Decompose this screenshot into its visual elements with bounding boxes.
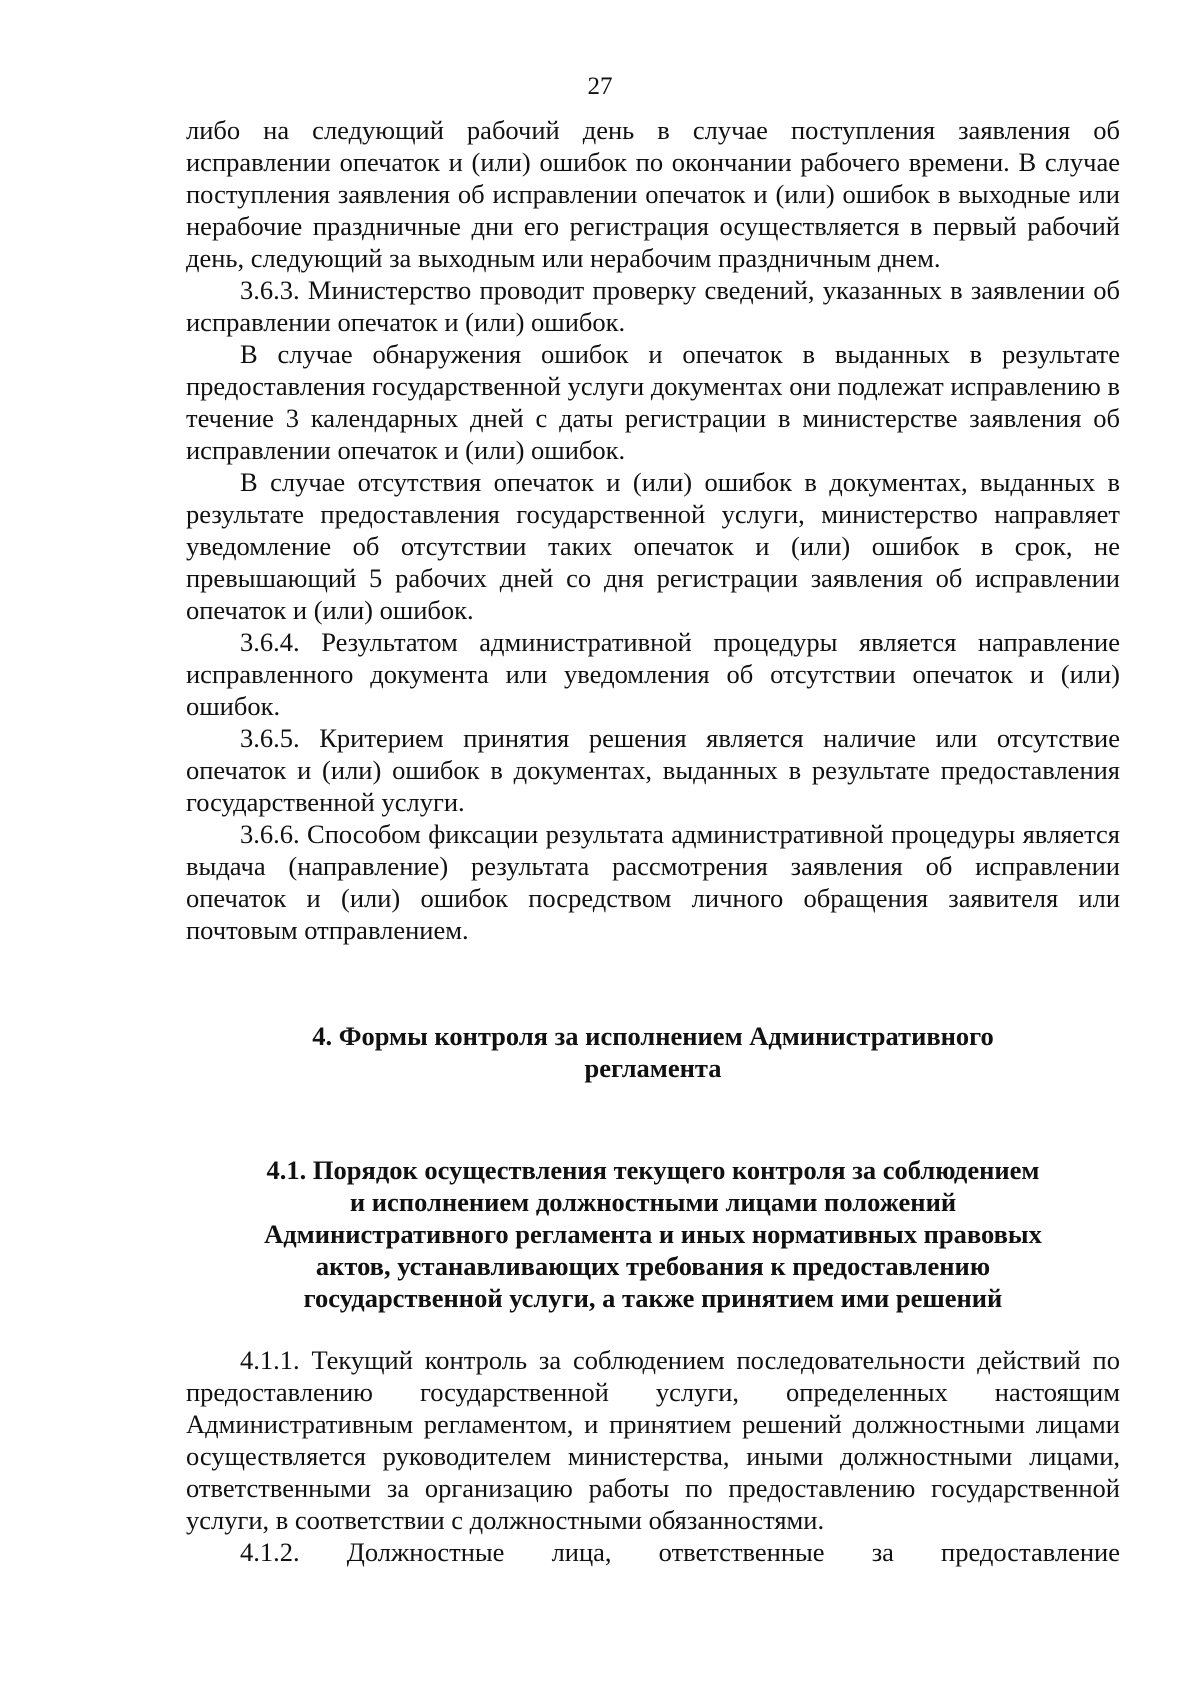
section-heading xyxy=(186,1020,1120,1084)
section-heading-line: регламента xyxy=(584,1053,722,1083)
paragraph-3-6-6: 3.6.6. Способом фиксации результата административной процедуры является выдача (направление) результата рассмотрения заявления об исправлении опечаток и (или) ошибок посредством личного обращения заявителя или почтовым отправлением. xyxy=(186,819,1120,945)
page-number: 27 xyxy=(587,73,613,100)
subsection-heading-line: и исполнением должностными лицами положений xyxy=(349,1187,957,1217)
paragraph-3-6-4: 3.6.4. Результатом административной процедуры является направление исправленного документа или уведомления об отсутствии опечаток и (или) ошибок. xyxy=(186,627,1120,721)
paragraph-3-6-3: 3.6.3. Министерство проводит проверку сведений, указанных в заявлении об исправлении опечаток и (или) ошибок. xyxy=(186,275,1120,337)
body-text-upper xyxy=(186,114,1120,946)
subsection-heading-line: актов, устанавливающих требования к предоставлению xyxy=(315,1251,991,1281)
subsection-heading xyxy=(186,1154,1120,1314)
subsection-heading-line: государственной услуги, а также принятием ими решений xyxy=(303,1283,1003,1313)
paragraph-4-1-1: 4.1.1. Текущий контроль за соблюдением последовательности действий по предоставлению государственной услуги, определенных настоящим Административным регламентом, и принятием решений должностными лицами осуществляется руководителем министерства, иными должностными лицами, ответственными за организацию работы по предоставлению государственной услуги, в соответствии с должностными обязанностями. xyxy=(186,1345,1120,1535)
paragraph-errors-found: В случае обнаружения ошибок и опечаток в выданных в результате предоставления государственной услуги документах они подлежат исправлению в течение 3 календарных дней с даты регистрации в министерстве заявления об исправлении опечаток и (или) ошибок. xyxy=(186,339,1120,465)
paragraph-3-6-5: 3.6.5. Критерием принятия решения является наличие или отсутствие опечаток и (или) ошибок в документах, выданных в результате предоставления государственной услуги. xyxy=(186,723,1120,817)
paragraph-4-1-2: 4.1.2. Должностные лица, ответственные за предоставление xyxy=(240,1537,1120,1567)
paragraph-no-errors: В случае отсутствия опечаток и (или) ошибок в документах, выданных в результате предоставления государственной услуги, министерство направляет уведомление об отсутствии таких опечаток и (или) ошибок в срок, не превышающий 5 рабочих дней со дня регистрации заявления об исправлении опечаток и (или) ошибок. xyxy=(186,467,1120,625)
paragraph-continuation: либо на следующий рабочий день в случае поступления заявления об исправлении опечаток и (или) ошибок по окончании рабочего времени. В случае поступления заявления об исправлении опечаток и (или) ошибок в выходные или нерабочие праздничные дни его регистрация осуществляется в первый рабочий день, следующий за выходным или нерабочим праздничным днем. xyxy=(186,115,1120,273)
body-text-lower xyxy=(186,1344,1120,1568)
section-heading-line: 4. Формы контроля за исполнением Административного xyxy=(312,1021,994,1051)
subsection-heading-line: 4.1. Порядок осуществления текущего контроля за соблюдением xyxy=(266,1155,1040,1185)
subsection-heading-line: Административного регламента и иных нормативных правовых xyxy=(264,1219,1042,1249)
